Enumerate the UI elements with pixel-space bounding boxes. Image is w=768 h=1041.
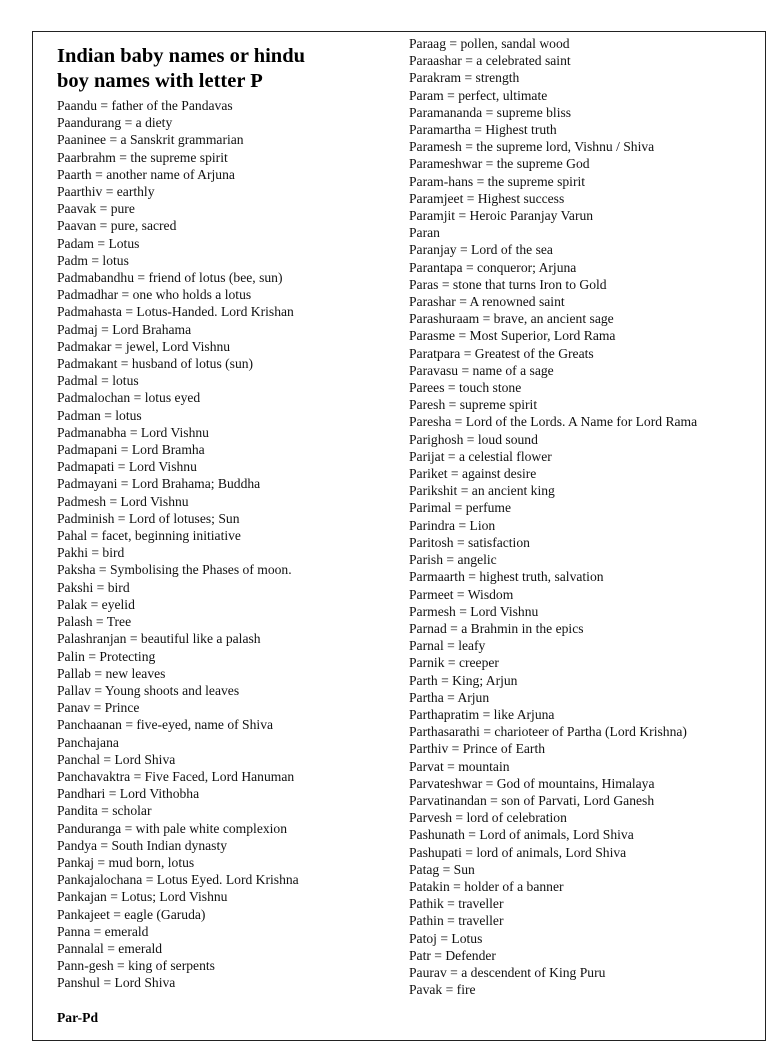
name-entry: Pandya = South Indian dynasty [57, 837, 228, 853]
name-entry: Paarbrahm = the supreme spirit [57, 149, 228, 165]
name-entry: Padmahasta = Lotus-Handed. Lord Krishan [57, 304, 294, 320]
name-entry: Paras = stone that turns Iron to Gold [409, 276, 607, 292]
name-entry: Padmalochan = lotus eyed [57, 390, 201, 406]
name-entry: Paarth = another name of Arjuna [57, 166, 235, 182]
name-entry: Paran [409, 225, 440, 241]
name-entry: Padmanabha = Lord Vishnu [57, 424, 209, 440]
name-entry: Parthapratim = like Arjuna [409, 706, 555, 722]
title-line-1: Indian baby names or hindu [57, 45, 306, 67]
name-entry: Pakhi = bird [57, 545, 125, 561]
name-entry: Parashar = A renowned saint [409, 294, 565, 310]
name-entry: Padman = lotus [57, 407, 142, 423]
name-entry: Panchavaktra = Five Faced, Lord Hanuman [57, 768, 295, 784]
name-entry: Parth = King; Arjun [409, 672, 518, 688]
name-entry: Paranjay = Lord of the sea [409, 242, 553, 258]
name-entry: Pathik = traveller [409, 896, 504, 912]
name-entry: Parmeet = Wisdom [409, 586, 514, 602]
name-entry: Paksha = Symbolising the Phases of moon. [57, 562, 292, 578]
name-entry: Pallav = Young shoots and leaves [57, 682, 240, 698]
name-entry: Parvat = mountain [409, 758, 510, 774]
name-entry: Paurav = a descendent of King Puru [409, 964, 606, 980]
name-entry: Pakshi = bird [57, 579, 130, 595]
right-column [409, 35, 709, 998]
name-entry: Parthasarathi = charioteer of Partha (Lord Krishna) [409, 724, 687, 740]
name-entry: Paavak = pure [57, 201, 135, 217]
name-entry: Parnik = creeper [409, 655, 499, 671]
name-entry: Padmesh = Lord Vishnu [57, 493, 189, 509]
name-entry: Padmaj = Lord Brahama [57, 321, 192, 337]
name-entry: Panshul = Lord Shiva [57, 975, 176, 991]
name-entry: Padmadhar = one who holds a lotus [57, 287, 252, 303]
name-entry: Paramjit = Heroic Paranjay Varun [409, 208, 594, 224]
left-column [57, 44, 397, 1026]
name-entry: Paandurang = a diety [57, 115, 173, 131]
name-entry: Paresh = supreme spirit [409, 397, 538, 413]
name-entry: Padmal = lotus [57, 373, 139, 389]
name-entry: Panchaanan = five-eyed, name of Shiva [57, 717, 274, 733]
name-entry: Panchal = Lord Shiva [57, 751, 176, 767]
name-entry: Paramesh = the supreme lord, Vishnu / Shiva [409, 139, 655, 155]
name-entry: Paavan = pure, sacred [57, 218, 177, 234]
name-entry: Paandu = father of the Pandavas [57, 98, 233, 113]
name-entry: Paramjeet = Highest success [409, 190, 565, 206]
name-entry: Paresha = Lord of the Lords. A Name for Lord Rama [409, 414, 698, 430]
name-entry: Parighosh = loud sound [409, 431, 538, 447]
name-entry: Pankajalochana = Lotus Eyed. Lord Krishna [57, 872, 299, 888]
document-page [32, 31, 766, 1041]
name-entry: Pankajeet = eagle (Garuda) [57, 906, 206, 922]
name-entry: Palak = eyelid [57, 596, 135, 612]
left-names-list [57, 97, 397, 992]
name-entry: Parmaarth = highest truth, salvation [409, 569, 604, 585]
name-entry: Parvateshwar = God of mountains, Himalaya [409, 775, 655, 791]
name-entry: Pathin = traveller [409, 913, 504, 929]
name-entry: Padam = Lotus [57, 235, 140, 251]
name-entry: Padmapani = Lord Bramha [57, 442, 205, 458]
name-entry: Palin = Protecting [57, 648, 156, 664]
name-entry: Palash = Tree [57, 614, 132, 630]
name-entry: Paraag = pollen, sandal wood [409, 36, 570, 51]
name-entry: Padmabandhu = friend of lotus (bee, sun) [57, 270, 283, 286]
name-entry: Parakram = strength [409, 70, 520, 86]
name-entry: Parantapa = conqueror; Arjuna [409, 259, 577, 275]
right-names-list [409, 35, 709, 998]
title-line-2: boy names with letter P [57, 70, 263, 92]
name-entry: Pannalal = emerald [57, 940, 163, 956]
page-title [57, 44, 397, 94]
name-entry: Parmesh = Lord Vishnu [409, 603, 539, 619]
name-entry: Paraashar = a celebrated saint [409, 53, 571, 69]
name-entry: Panna = emerald [57, 923, 149, 939]
name-entry: Paritosh = satisfaction [409, 534, 530, 550]
name-entry: Parvesh = lord of celebration [409, 810, 567, 826]
name-entry: Padmapati = Lord Vishnu [57, 459, 197, 475]
name-entry: Parikshit = an ancient king [409, 483, 555, 499]
name-entry: Parasme = Most Superior, Lord Rama [409, 328, 616, 344]
name-entry: Param = perfect, ultimate [409, 87, 548, 103]
name-entry: Param-hans = the supreme spirit [409, 173, 586, 189]
name-entry: Parees = touch stone [409, 380, 522, 396]
name-entry: Padmakar = jewel, Lord Vishnu [57, 338, 231, 354]
name-entry: Pallab = new leaves [57, 665, 166, 681]
name-entry: Pann-gesh = king of serpents [57, 958, 215, 974]
name-entry: Patag = Sun [409, 861, 475, 877]
name-entry: Paarthiv = earthly [57, 184, 155, 200]
name-entry: Parimal = perfume [409, 500, 512, 516]
name-entry: Paaninee = a Sanskrit grammarian [57, 132, 244, 148]
name-entry: Parashuraam = brave, an ancient sage [409, 311, 614, 327]
name-entry: Pashunath = Lord of animals, Lord Shiva [409, 827, 634, 843]
name-entry: Parnal = leafy [409, 638, 486, 654]
name-entry: Parnad = a Brahmin in the epics [409, 620, 584, 636]
name-entry: Parvatinandan = son of Parvati, Lord Ganesh [409, 792, 655, 808]
name-entry: Padm = lotus [57, 252, 129, 268]
name-entry: Padmakant = husband of lotus (sun) [57, 356, 254, 372]
name-entry: Parameshwar = the supreme God [409, 156, 590, 172]
name-entry: Paravasu = name of a sage [409, 362, 554, 378]
name-entry: Parindra = Lion [409, 517, 496, 533]
name-entry: Partha = Arjun [409, 689, 490, 705]
name-entry: Patakin = holder of a banner [409, 878, 564, 894]
name-entry: Paramartha = Highest truth [409, 122, 557, 138]
name-entry: Pavak = fire [409, 982, 476, 998]
name-entry: Paratpara = Greatest of the Greats [409, 345, 594, 361]
name-entry: Parish = angelic [409, 552, 497, 568]
name-entry: Patoj = Lotus [409, 930, 483, 946]
name-entry: Paramananda = supreme bliss [409, 104, 572, 120]
name-entry: Parthiv = Prince of Earth [409, 741, 546, 757]
name-entry: Padminish = Lord of lotuses; Sun [57, 510, 240, 526]
name-entry: Patr = Defender [409, 947, 496, 963]
name-entry: Pariket = against desire [409, 466, 537, 482]
name-entry: Pahal = facet, beginning initiative [57, 528, 241, 544]
name-entry: Parijat = a celestial flower [409, 448, 552, 464]
name-entry: Pandita = scholar [57, 803, 152, 819]
name-entry: Padmayani = Lord Brahama; Buddha [57, 476, 261, 492]
name-entry: Pankaj = mud born, lotus [57, 854, 195, 870]
section-subheading: Par-Pd [57, 1009, 99, 1025]
name-entry: Pandhari = Lord Vithobha [57, 786, 200, 802]
name-entry: Pashupati = lord of animals, Lord Shiva [409, 844, 627, 860]
name-entry: Panav = Prince [57, 700, 140, 716]
name-entry: Panchajana [57, 734, 119, 750]
name-entry: Palashranjan = beautiful like a palash [57, 631, 261, 647]
name-entry: Pankajan = Lotus; Lord Vishnu [57, 889, 228, 905]
name-entry: Panduranga = with pale white complexion [57, 820, 288, 836]
